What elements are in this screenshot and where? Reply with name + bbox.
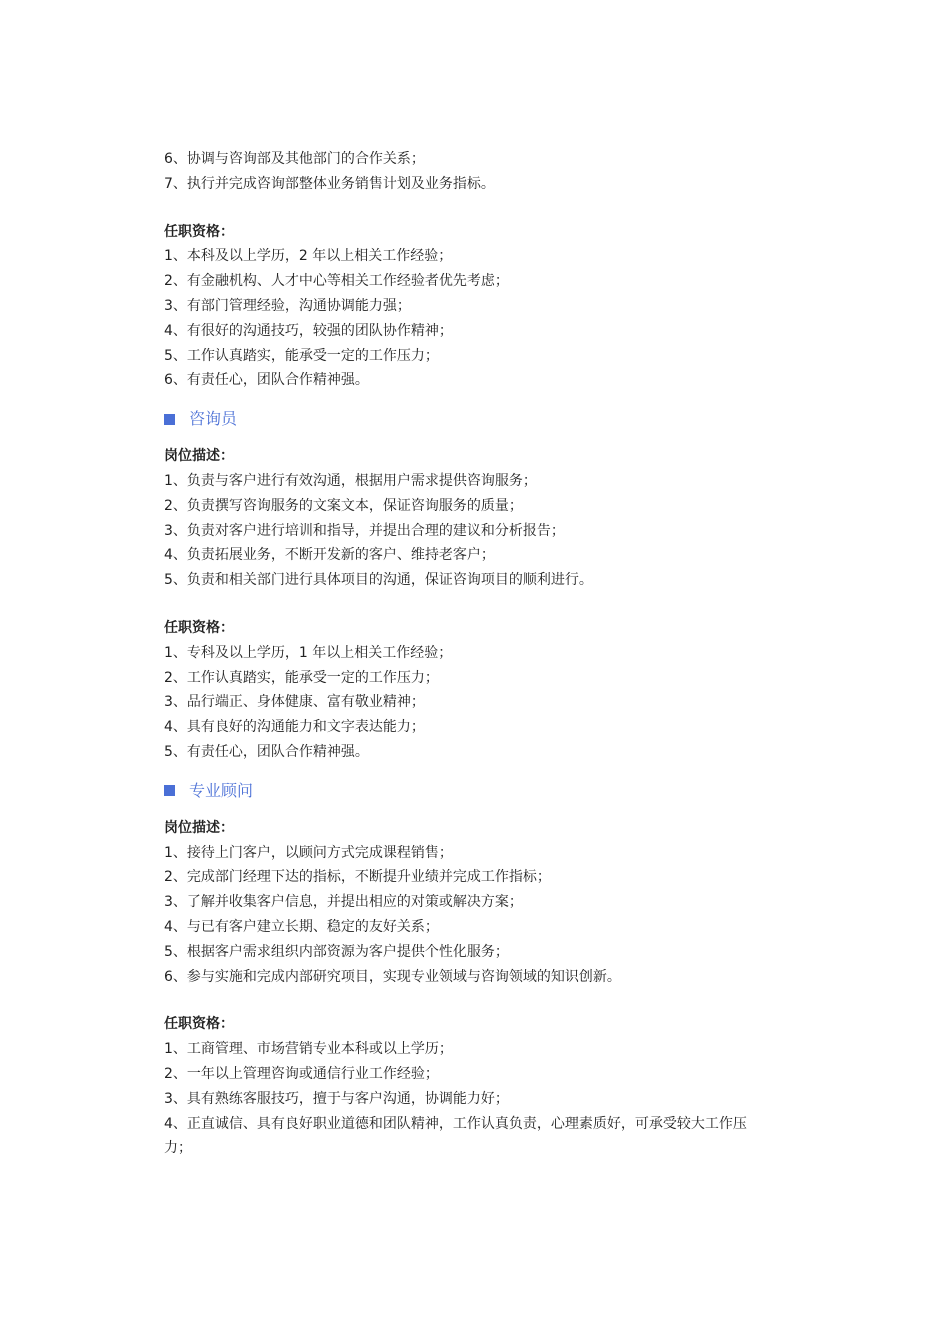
list-item: 2、一年以上管理咨询或通信行业工作经验； <box>164 1065 439 1082</box>
list-item: 3、了解并收集客户信息，并提出相应的对策或解决方案； <box>164 894 523 911</box>
qualifications-label: 任职资格： <box>164 223 234 240</box>
list-item: 4、具有良好的沟通能力和文字表达能力； <box>164 719 425 736</box>
spacer <box>164 593 784 616</box>
list-item: 2、完成部门经理下达的指标，不断提升业绩并完成工作指标； <box>164 869 551 886</box>
list-item: 2、有金融机构、人才中心等相关工作经验者优先考虑； <box>164 273 509 290</box>
spacer <box>164 989 784 1012</box>
list-item: 7、执行并完成咨询部整体业务销售计划及业务指标。 <box>164 175 495 192</box>
document-body <box>164 147 784 1161</box>
square-bullet-icon <box>164 785 175 796</box>
list-item: 4、有很好的沟通技巧，较强的团队协作精神； <box>164 322 453 339</box>
list-item: 1、本科及以上学历，2 年以上相关工作经验； <box>164 248 453 265</box>
section-title: 咨询员 <box>189 409 238 429</box>
qualifications-label: 任职资格： <box>164 1016 234 1033</box>
list-item: 2、负责撰写咨询服务的文案文本，保证咨询服务的质量； <box>164 497 523 514</box>
list-item: 1、专科及以上学历，1 年以上相关工作经验； <box>164 644 453 661</box>
list-item: 3、具有熟练客服技巧，擅于与客户沟通，协调能力好； <box>164 1090 509 1107</box>
spacer <box>164 197 784 220</box>
list-item: 2、工作认真踏实，能承受一定的工作压力； <box>164 669 439 686</box>
list-item: 5、有责任心，团队合作精神强。 <box>164 743 369 760</box>
list-item: 4、负责拓展业务，不断开发新的客户、维持老客户； <box>164 547 495 564</box>
qualifications-label: 任职资格： <box>164 619 234 636</box>
list-item: 6、参与实施和完成内部研究项目，实现专业领域与咨询领域的知识创新。 <box>164 968 621 985</box>
list-item: 4、正直诚信、具有良好职业道德和团队精神，工作认真负责，心理素质好，可承受较大工作压力； <box>164 1115 747 1157</box>
list-item: 5、根据客户需求组织内部资源为客户提供个性化服务； <box>164 943 509 960</box>
section-title: 专业顾问 <box>189 780 254 800</box>
list-item: 5、工作认真踏实，能承受一定的工作压力； <box>164 347 439 364</box>
square-bullet-icon <box>164 414 175 425</box>
list-item: 1、负责与客户进行有效沟通，根据用户需求提供咨询服务； <box>164 472 537 489</box>
list-item: 1、工商管理、市场营销专业本科或以上学历； <box>164 1041 453 1058</box>
list-item: 3、有部门管理经验，沟通协调能力强； <box>164 297 411 314</box>
job-description-label: 岗位描述： <box>164 819 234 836</box>
list-item: 6、有责任心，团队合作精神强。 <box>164 372 369 389</box>
section-heading-advisor <box>164 779 784 803</box>
section-heading-consultant <box>164 407 784 431</box>
list-item: 3、品行端正、身体健康、富有敬业精神； <box>164 694 425 711</box>
list-item: 5、负责和相关部门进行具体项目的沟通，保证咨询项目的顺利进行。 <box>164 572 593 589</box>
list-item: 4、与已有客户建立长期、稳定的友好关系； <box>164 918 439 935</box>
list-item: 3、负责对客户进行培训和指导，并提出合理的建议和分析报告； <box>164 522 565 539</box>
list-item: 1、接待上门客户，以顾问方式完成课程销售； <box>164 844 453 861</box>
list-item: 6、协调与咨询部及其他部门的合作关系； <box>164 151 425 167</box>
job-description-label: 岗位描述： <box>164 448 234 465</box>
